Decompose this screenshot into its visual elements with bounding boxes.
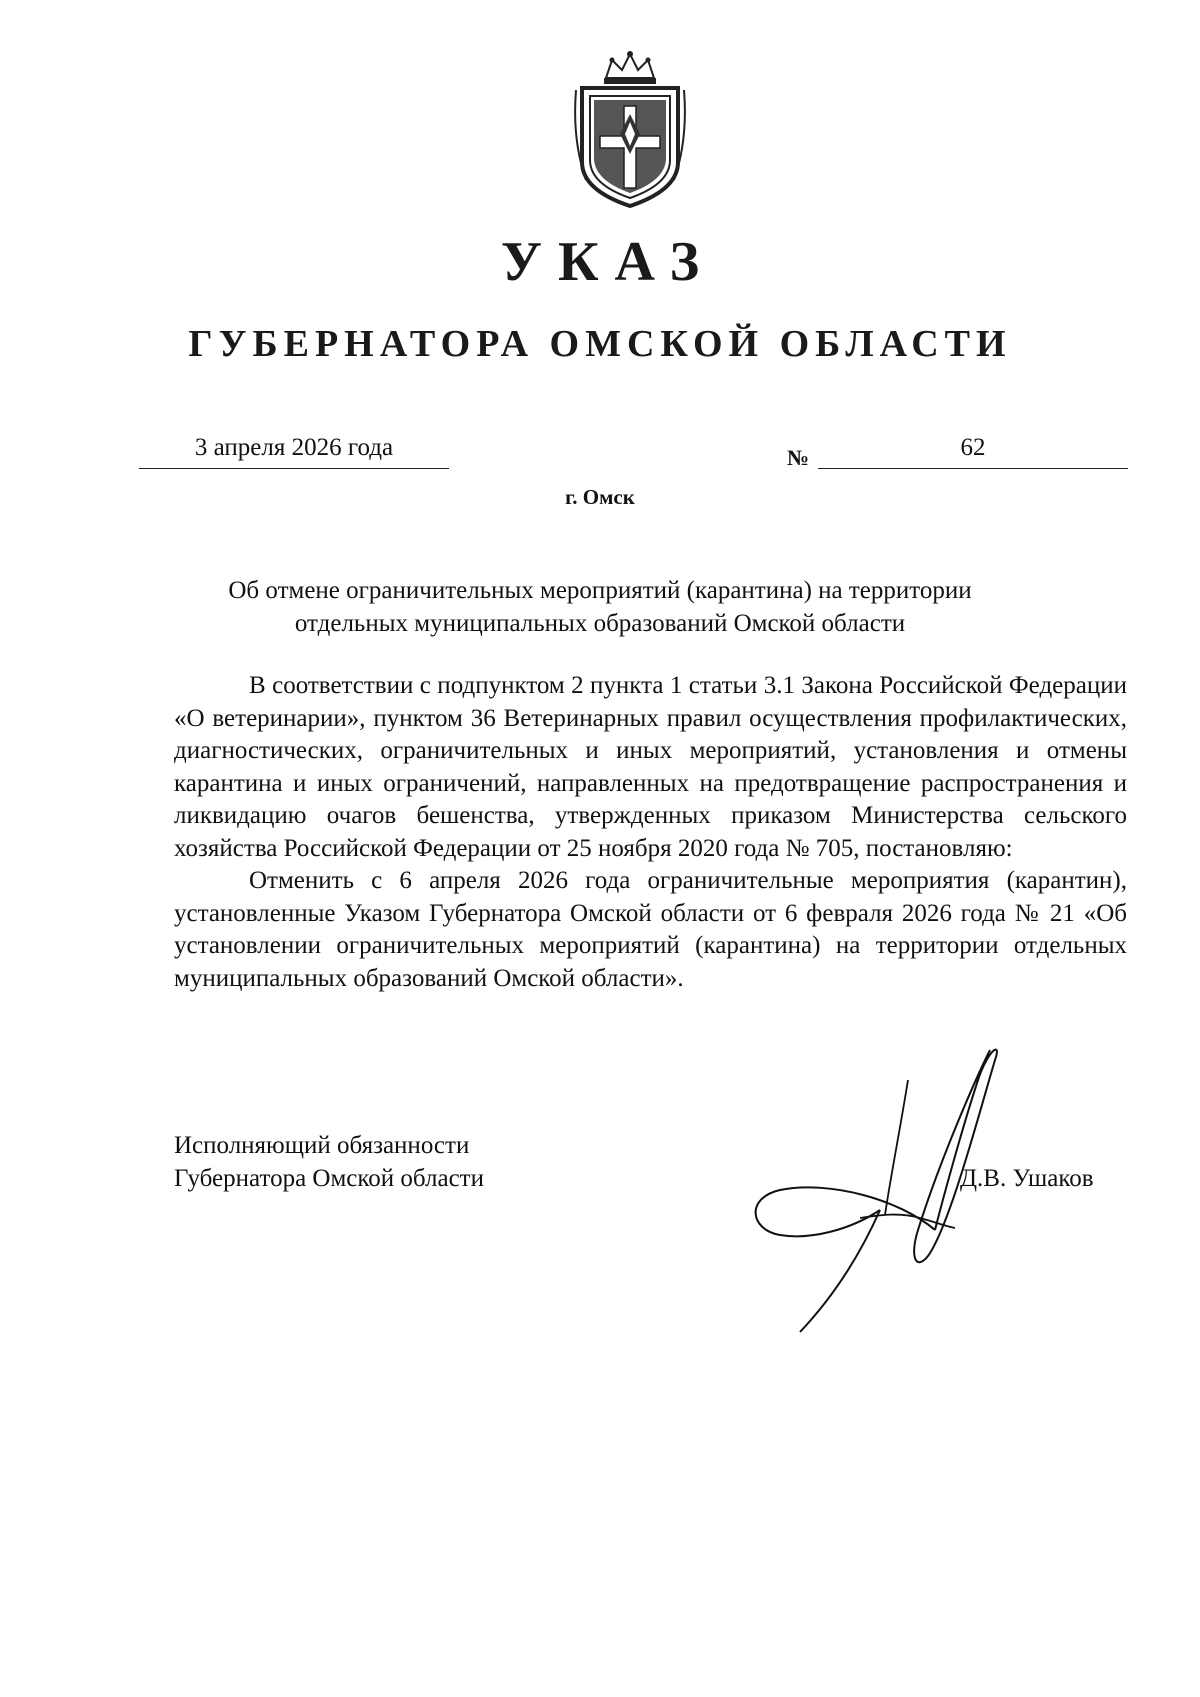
document-title: УКАЗ [500,231,716,293]
document-number: 62 [960,434,986,461]
signer-title-line-2: Губернатора Омской области [174,1164,484,1192]
signer-title [174,1130,484,1195]
number-sign: № [787,445,810,470]
coat-of-arms-emblem [568,50,692,208]
document-city: г. Омск [565,485,635,509]
document-date: 3 апреля 2026 года [194,434,394,461]
subject-line-2: отдельных муниципальных образований Омской области [294,610,906,637]
document-subtitle: ГУБЕРНАТОРА ОМСКОЙ ОБЛАСТИ [188,323,1012,365]
signer-title-line-1: Исполняющий обязанности [174,1132,470,1159]
number-underline [818,468,1128,469]
signer-name: Д.В. Ушаков [960,1165,1094,1192]
document-subject [150,574,1050,640]
date-underline [139,468,449,469]
body-paragraph-2: Отменить с 6 апреля 2026 года ограничительные мероприятия (карантин), установленные Указом Губернатора Омской области от 6 февраля 2026 года № 21 «Об установлении ограничительных мероприятий (карантина) на территории отдельных муниципальных образований Омской области». [174,867,1127,992]
body-paragraph-1: В соответствии с подпунктом 2 пункта 1 статьи 3.1 Закона Российской Федерации «О ветеринарии», пунктом 36 Ветеринарных правил осуществления профилактических, диагностических, ограничительных и иных мероприятий, установления и отмены карантина и иных ограничений, направленных на предотвращение распространения и ликвидацию очагов бешенства, утвержденных приказом Министерства сельского хозяйства Российской Федерации от 25 ноября 2020 года № 705, постановляю: [174,672,1127,862]
document-body [174,670,1127,995]
subject-line-1: Об отмене ограничительных мероприятий (карантина) на территории [228,577,972,604]
